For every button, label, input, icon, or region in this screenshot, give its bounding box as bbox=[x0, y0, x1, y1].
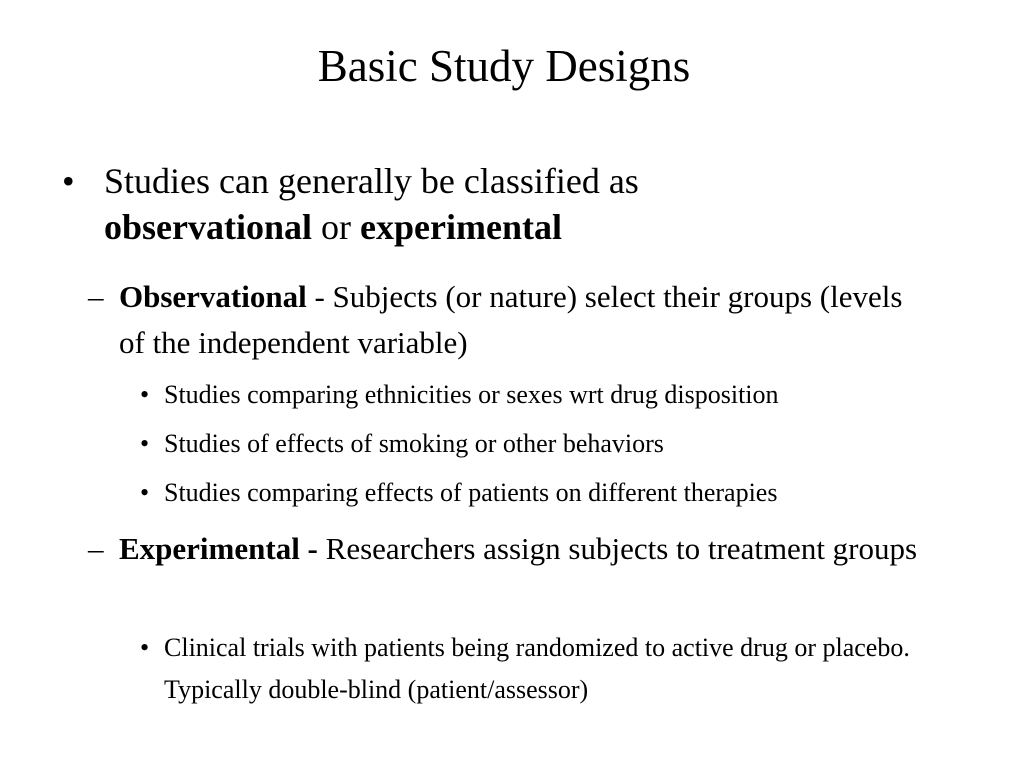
observational-example bbox=[140, 374, 1000, 416]
term-observational: observational bbox=[104, 207, 313, 247]
observational-heading: Observational bbox=[119, 279, 307, 314]
subbullet-experimental bbox=[88, 526, 918, 572]
bullet-marker: • bbox=[140, 478, 150, 507]
bullet-marker: • bbox=[140, 429, 150, 458]
bullet-text bbox=[62, 158, 782, 250]
term-experimental: experimental bbox=[360, 207, 562, 247]
observational-definition: - Subjects (or nature) select their groups (levels of the independent variable) bbox=[119, 279, 903, 360]
bullet-text-or: or bbox=[312, 207, 361, 247]
bullet-marker: • bbox=[140, 380, 150, 409]
bullet-text-intro: Studies can generally be classified as bbox=[104, 161, 639, 201]
subbullet-text bbox=[88, 274, 918, 366]
dash-marker: – bbox=[88, 279, 104, 314]
example-text: Clinical trials with patients being randomized to active drug or placebo. Typically double-blind (patient/assessor) bbox=[164, 633, 910, 704]
observational-example bbox=[140, 423, 1000, 465]
dash-marker: – bbox=[88, 531, 104, 566]
bullet-marker: • bbox=[140, 633, 150, 662]
slide-title: Basic Study Designs bbox=[317, 41, 691, 91]
bullet-classification bbox=[62, 158, 782, 250]
example-text: Studies comparing effects of patients on different therapies bbox=[164, 478, 778, 507]
subbullet-observational bbox=[88, 274, 918, 366]
experimental-example bbox=[140, 627, 1000, 711]
subbullet-text bbox=[88, 526, 918, 572]
example-text: Studies comparing ethnicities or sexes wrt drug disposition bbox=[164, 380, 779, 409]
experimental-heading: Experimental - bbox=[119, 531, 326, 566]
experimental-definition: Researchers assign subjects to treatment groups bbox=[325, 531, 918, 566]
observational-example bbox=[140, 472, 1000, 514]
example-text: Studies of effects of smoking or other behaviors bbox=[164, 429, 664, 458]
bullet-marker: • bbox=[62, 161, 75, 201]
